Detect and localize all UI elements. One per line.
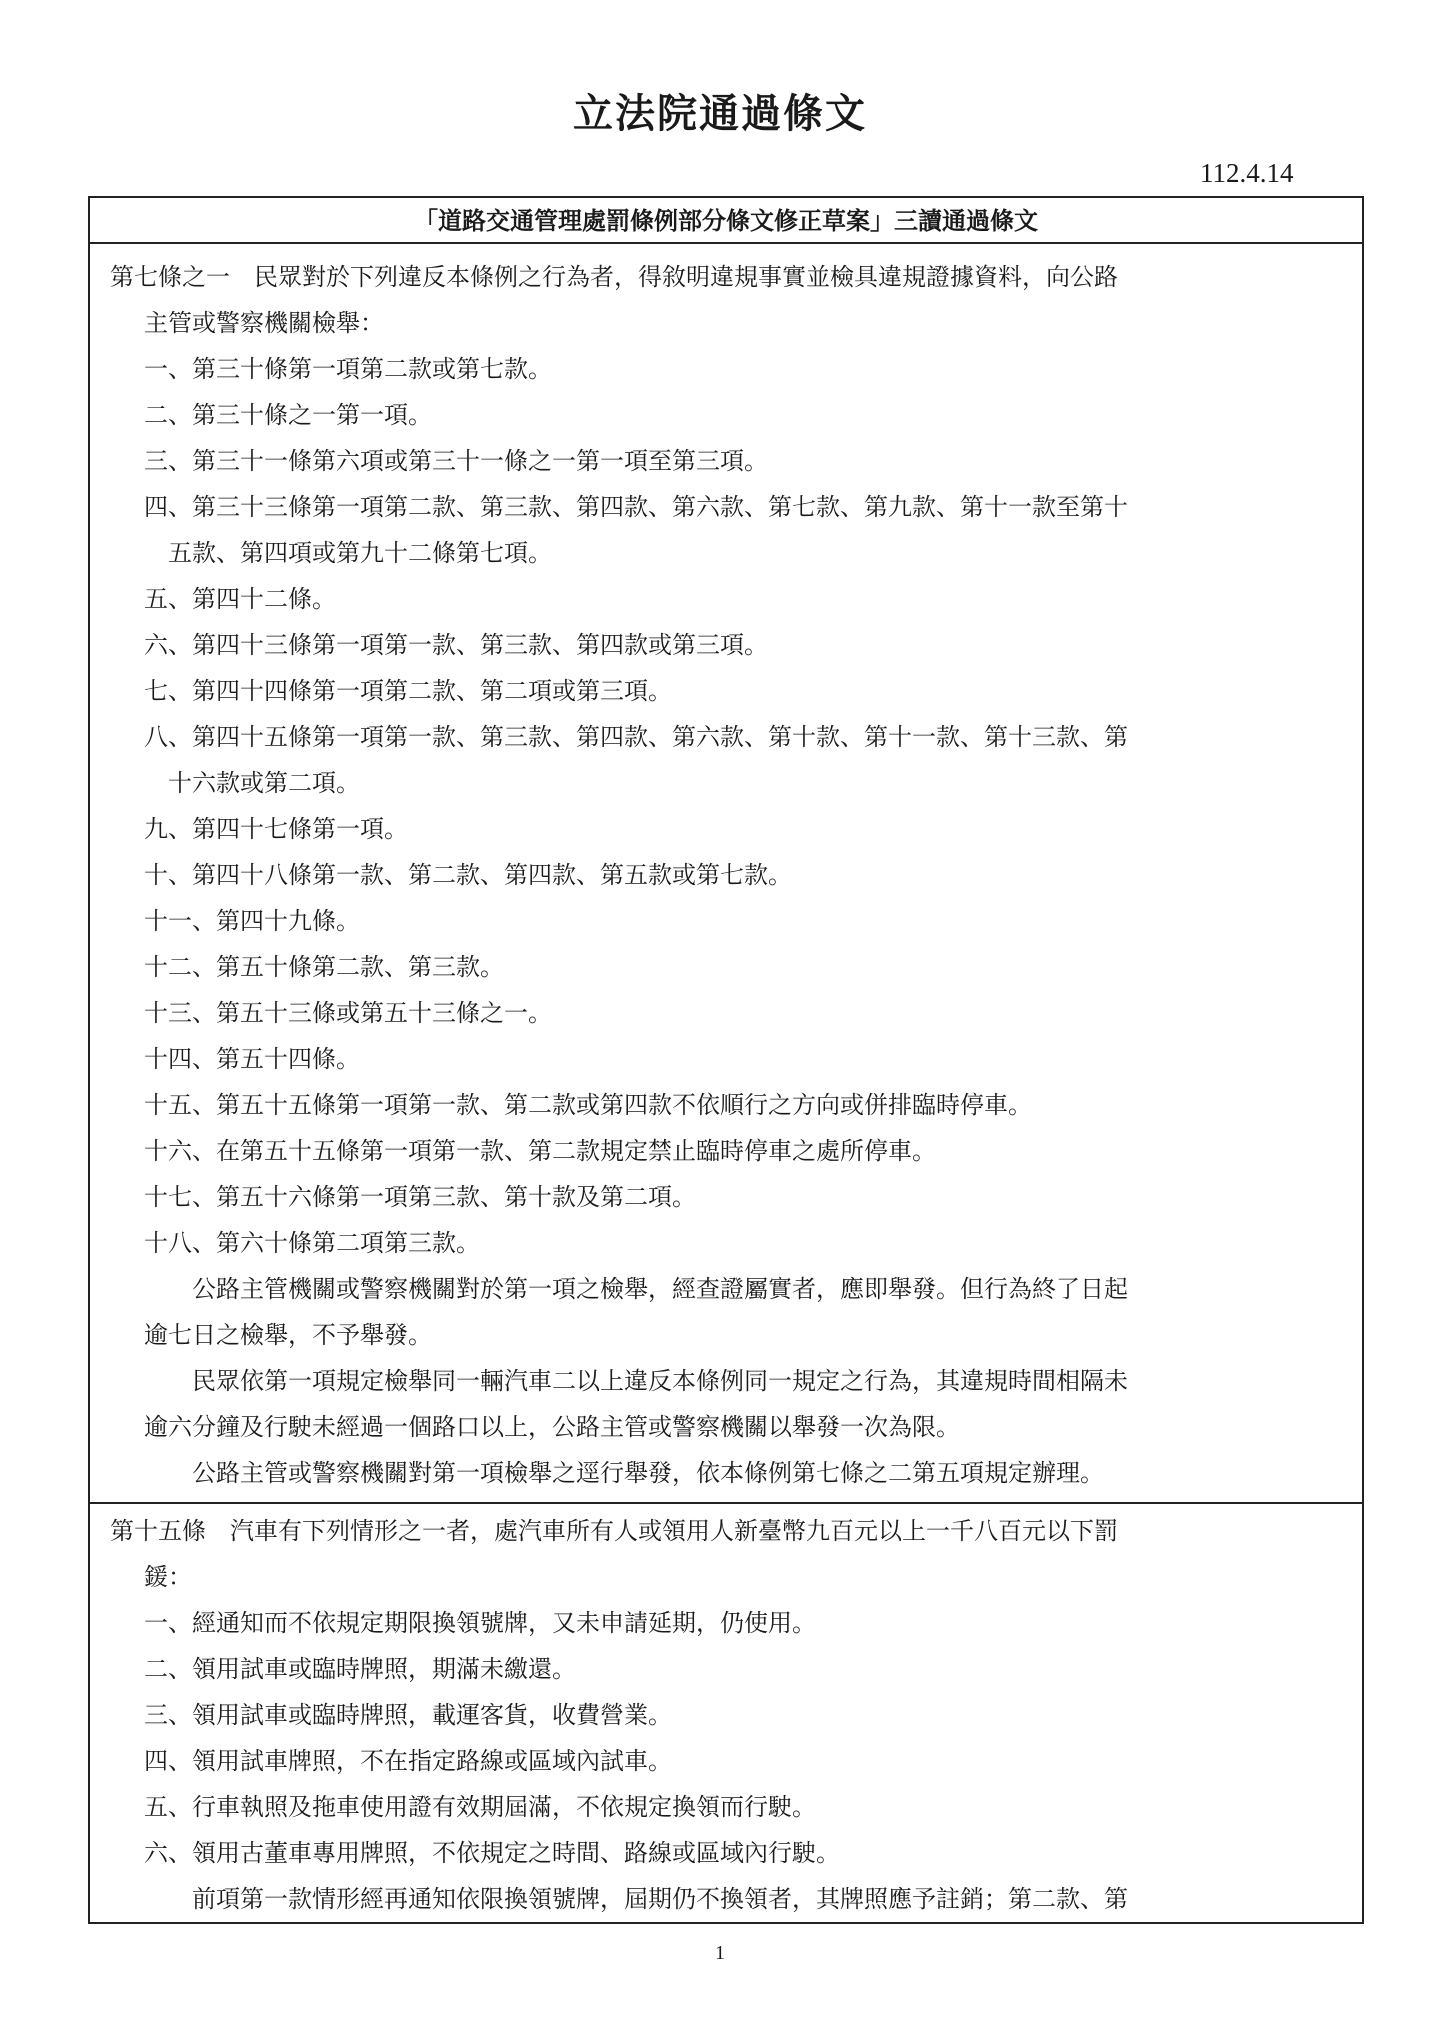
list-item-continuation: 五款、第四項或第九十二條第七項。 [168,539,552,567]
list-item: 六、第四十三條第一項第一款、第三款、第四款或第三項。 [144,631,768,659]
list-item: 十七、第五十六條第一項第三款、第十款及第二項。 [144,1183,696,1211]
article-line: 主管或警察機關檢舉： [144,309,384,337]
paragraph: 前項第一款情形經再通知依限換領號牌，屆期仍不換領者，其牌照應予註銷；第二款、第 [192,1885,1128,1913]
paragraph: 公路主管或警察機關對第一項檢舉之逕行舉發，依本條例第七條之二第五項規定辦理。 [192,1459,1104,1487]
article-line: 第七條之一 民眾對於下列違反本條例之行為者，得敘明違規事實並檢具違規證據資料，向公路 [110,263,1118,291]
section-divider [90,1502,1362,1504]
list-item: 四、領用試車牌照，不在指定路線或區域內試車。 [144,1747,672,1775]
list-item: 十、第四十八條第一款、第二款、第四款、第五款或第七款。 [144,861,792,889]
document-date: 112.4.14 [1200,158,1294,188]
list-item: 七、第四十四條第一項第二款、第二項或第三項。 [144,677,672,705]
list-item: 五、行車執照及拖車使用證有效期屆滿，不依規定換領而行駛。 [144,1793,816,1821]
list-item: 一、經通知而不依規定期限換領號牌，又未申請延期，仍使用。 [144,1609,816,1637]
list-item: 十六、在第五十五條第一項第一款、第二款規定禁止臨時停車之處所停車。 [144,1137,936,1165]
article-line: 第十五條 汽車有下列情形之一者，處汽車所有人或領用人新臺幣九百元以上一千八百元以下罰 [110,1517,1118,1545]
table-header: 「道路交通管理處罰條例部分條文修正草案」三讀通過條文 [90,198,1362,244]
list-item: 三、領用試車或臨時牌照，載運客貨，收費營業。 [144,1701,672,1729]
list-item: 五、第四十二條。 [144,585,336,613]
list-item: 十二、第五十條第二款、第三款。 [144,953,504,981]
article-line: 鍰： [144,1563,192,1591]
list-item: 一、第三十條第一項第二款或第七款。 [144,355,552,383]
list-item: 十四、第五十四條。 [144,1045,360,1073]
list-item: 二、第三十條之一第一項。 [144,401,432,429]
paragraph: 民眾依第一項規定檢舉同一輛汽車二以上違反本條例同一規定之行為，其違規時間相隔未 [192,1367,1128,1395]
page-number: 1 [715,1942,725,1964]
page-title: 立法院通過條文 [573,90,867,137]
list-item: 三、第三十一條第六項或第三十一條之一第一項至第三項。 [144,447,768,475]
list-item-continuation: 十六款或第二項。 [168,769,360,797]
paragraph: 公路主管機關或警察機關對於第一項之檢舉，經查證屬實者，應即舉發。但行為終了日起 [192,1275,1128,1303]
list-item: 二、領用試車或臨時牌照，期滿未繳還。 [144,1655,576,1683]
list-item: 八、第四十五條第一項第一款、第三款、第四款、第六款、第十款、第十一款、第十三款、第 [144,723,1128,751]
list-item: 十一、第四十九條。 [144,907,360,935]
list-item: 十八、第六十條第二項第三款。 [144,1229,480,1257]
paragraph-continuation: 逾六分鐘及行駛未經過一個路口以上，公路主管或警察機關以舉發一次為限。 [144,1413,960,1441]
list-item: 十五、第五十五條第一項第一款、第二款或第四款不依順行之方向或併排臨時停車。 [144,1091,1032,1119]
list-item: 十三、第五十三條或第五十三條之一。 [144,999,552,1027]
list-item: 六、領用古董車專用牌照，不依規定之時間、路線或區域內行駛。 [144,1839,840,1867]
articles-table [88,196,1364,1924]
list-item: 四、第三十三條第一項第二款、第三款、第四款、第六款、第七款、第九款、第十一款至第十 [144,493,1128,521]
paragraph-continuation: 逾七日之檢舉，不予舉發。 [144,1321,432,1349]
list-item: 九、第四十七條第一項。 [144,815,408,843]
